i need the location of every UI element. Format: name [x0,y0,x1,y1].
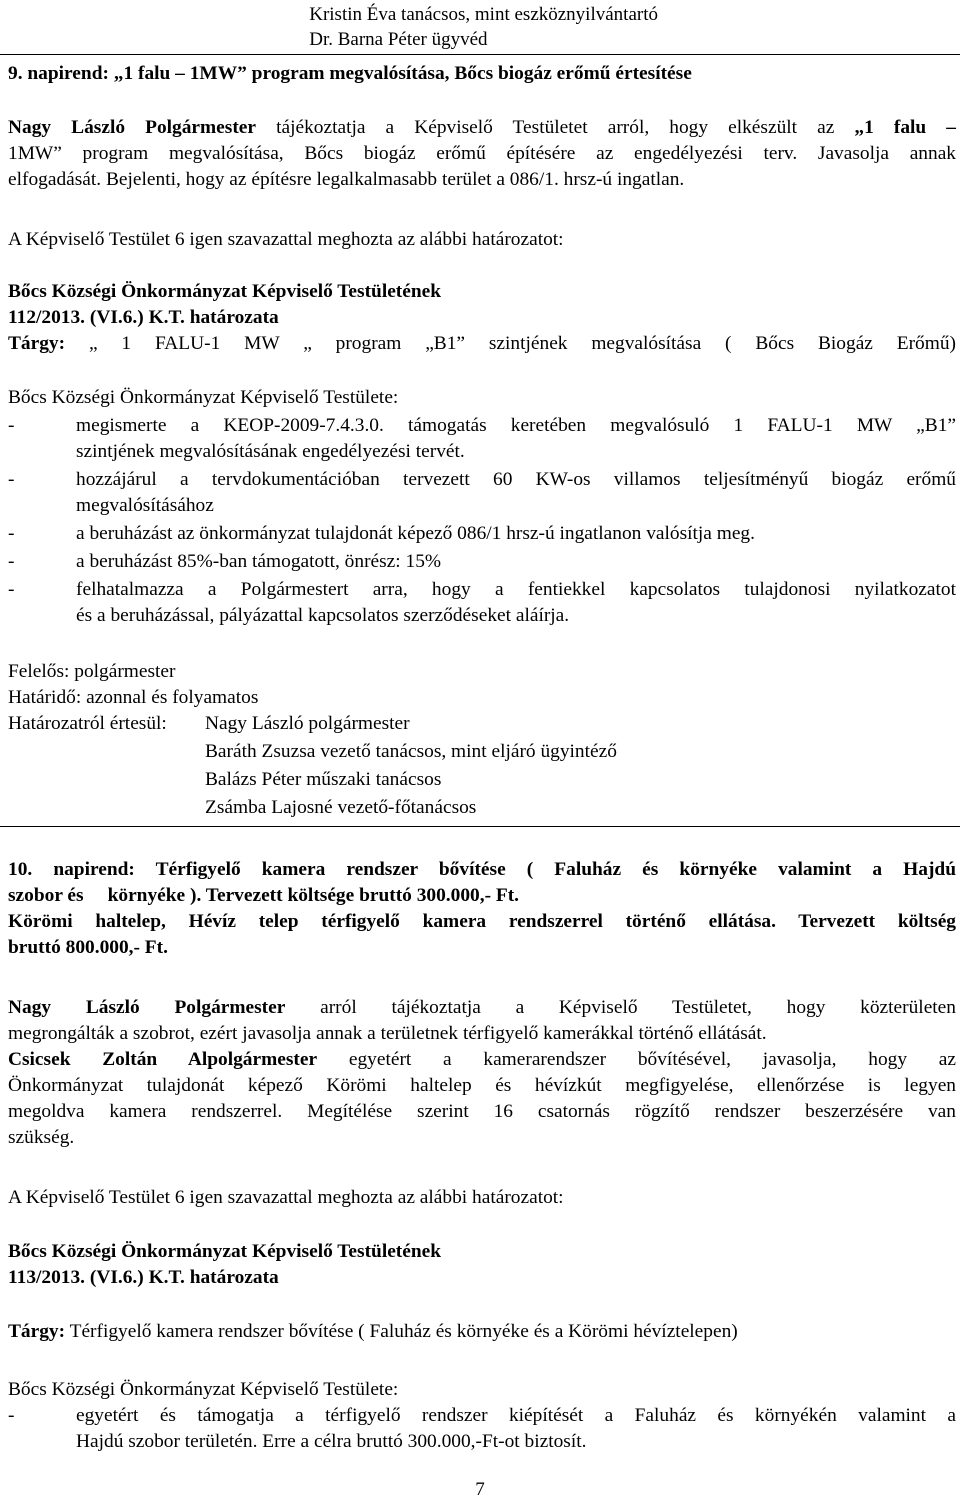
item10-bullet-line-2: Hajdú szobor területén. Erre a célra bruttó 300.000,-Ft-ot biztosít. [76,1431,587,1452]
item10-p1-line-2: megrongálták a szobrot, ezért javasolja annak a területnek térfigyelő kamerákkal történő ellátását. [8,1023,767,1044]
item9-bullet-2-line-1: hozzájárul a tervdokumentációban tervezett 60 KW-os villamos teljesítményű biogáz erőmű [76,469,956,490]
item10-bullet-line-1: egyetért és támogatja a térfigyelő rendszer kiépítését a Faluház és környékén valamint a [76,1405,956,1426]
item10-title-line-3: Körömi haltelep, Hévíz telep térfigyelő kamera rendszerrel történő ellátása. Tervezett költség [8,911,956,932]
item10-p2-line-4: szükség. [8,1127,75,1148]
item9-bullet-5-line-2: és a beruházással, pályázattal kapcsolatos szerződéseket aláírja. [76,605,570,626]
bullet-dash: - [8,523,15,544]
page-number: 7 [475,1479,485,1500]
item9-notified-3: Balázs Péter műszaki tanácsos [205,769,442,790]
item9-vote: A Képviselő Testület 6 igen szavazattal meghozta az alábbi határozatot: [8,229,564,250]
item10-board: Bőcs Községi Önkormányzat Képviselő Testülete: [8,1379,399,1400]
bullet-dash: - [8,551,15,572]
item10-body-name: Bőcs Községi Önkormányzat Képviselő Testületének [8,1241,442,1262]
item9-bullet-1-line-2: szintjének megvalósításának engedélyezési tervét. [76,441,465,462]
item9-subject: Tárgy: „ 1 FALU-1 MW „ program „B1” szintjének megvalósítása ( Bőcs Biogáz Erőmű) [8,333,956,354]
item9-decision-number: 112/2013. (VI.6.) K.T. határozata [8,307,279,328]
section-divider [0,826,960,827]
item9-title: 9. napirend: „1 falu – 1MW” program megvalósítása, Bőcs biogáz erőmű értesítése [8,63,692,84]
item9-board: Bőcs Községi Önkormányzat Képviselő Testülete: [8,387,399,408]
item10-p2-line-3: megoldva kamera rendszerrel. Megítélése szerint 16 csatornás rögzítő rendszer beszerzésére van [8,1101,956,1122]
item10-subject: Tárgy: Térfigyelő kamera rendszer bővítése ( Faluház és környéke és a Körömi hévíztelepen) [8,1321,738,1342]
header-rule [0,54,960,55]
item9-bullet-4: a beruházást 85%-ban támogatott, önrész: 15% [76,551,442,572]
item10-title-line-1: 10. napirend: Térfigyelő kamera rendszer bővítése ( Faluház és környéke valamint a Hajdú [8,859,956,880]
item10-vote: A Képviselő Testület 6 igen szavazattal meghozta az alábbi határozatot: [8,1187,564,1208]
item9-notified-2: Baráth Zsuzsa vezető tanácsos, mint eljáró ügyintéző [205,741,617,762]
header-line-1: Kristin Éva tanácsos, mint eszköznyilvántartó [309,4,658,25]
bullet-dash: - [8,1405,15,1426]
item9-bullet-5-line-1: felhatalmazza a Polgármestert arra, hogy a fentiekkel kapcsolatos tulajdonosi nyilatkozatot [76,579,956,600]
item9-intro-line-3: elfogadását. Bejelenti, hogy az építésre legalkalmasabb terület a 086/1. hrsz-ú ingatlan. [8,169,685,190]
item10-title-line-2: szobor és környéke ). Tervezett költsége bruttó 300.000,- Ft. [8,885,520,906]
item10-decision-number: 113/2013. (VI.6.) K.T. határozata [8,1267,279,1288]
item10-p1-line-1: Nagy László Polgármester arról tájékoztatja a Képviselő Testületet, hogy közterületen [8,997,956,1018]
item9-notified-1: Nagy László polgármester [205,713,410,734]
item9-bullet-3: a beruházást az önkormányzat tulajdonát képező 086/1 hrsz-ú ingatlanon valósítja meg. [76,523,755,544]
item9-responsible: Felelős: polgármester [8,661,176,682]
item10-p2-line-1: Csicsek Zoltán Alpolgármester egyetért a kamerarendszer bővítésével, javasolja, hogy az [8,1049,956,1070]
item10-p2-line-2: Önkormányzat tulajdonát képező Körömi haltelep és hévízkút megfigyelése, ellenőrzése is legyen [8,1075,956,1096]
item9-intro-line-1: Nagy László Polgármester tájékoztatja a Képviselő Testületet arról, hogy elkészült az „1 falu – [8,117,956,138]
item9-notified-4: Zsámba Lajosné vezető-főtanácsos [205,797,477,818]
header-line-2: Dr. Barna Péter ügyvéd [309,29,488,50]
item9-deadline: Határidő: azonnal és folyamatos [8,687,259,708]
bullet-dash: - [8,415,15,436]
item9-bullet-2-line-2: megvalósításához [76,495,214,516]
item9-notified-label: Határozatról értesül: [8,713,167,734]
page-header [309,2,658,52]
item9-body-name: Bőcs Községi Önkormányzat Képviselő Testületének [8,281,442,302]
bullet-dash: - [8,469,15,490]
item9-bullet-1-line-1: megismerte a KEOP-2009-7.4.3.0. támogatás keretében megvalósuló 1 FALU-1 MW „B1” [76,415,956,436]
item10-title-line-4: bruttó 800.000,- Ft. [8,937,168,958]
bullet-dash: - [8,579,15,600]
item9-intro-line-2: 1MW” program megvalósítása, Bőcs biogáz erőmű építésére az engedélyezési terv. Javasolja annak [8,143,956,164]
